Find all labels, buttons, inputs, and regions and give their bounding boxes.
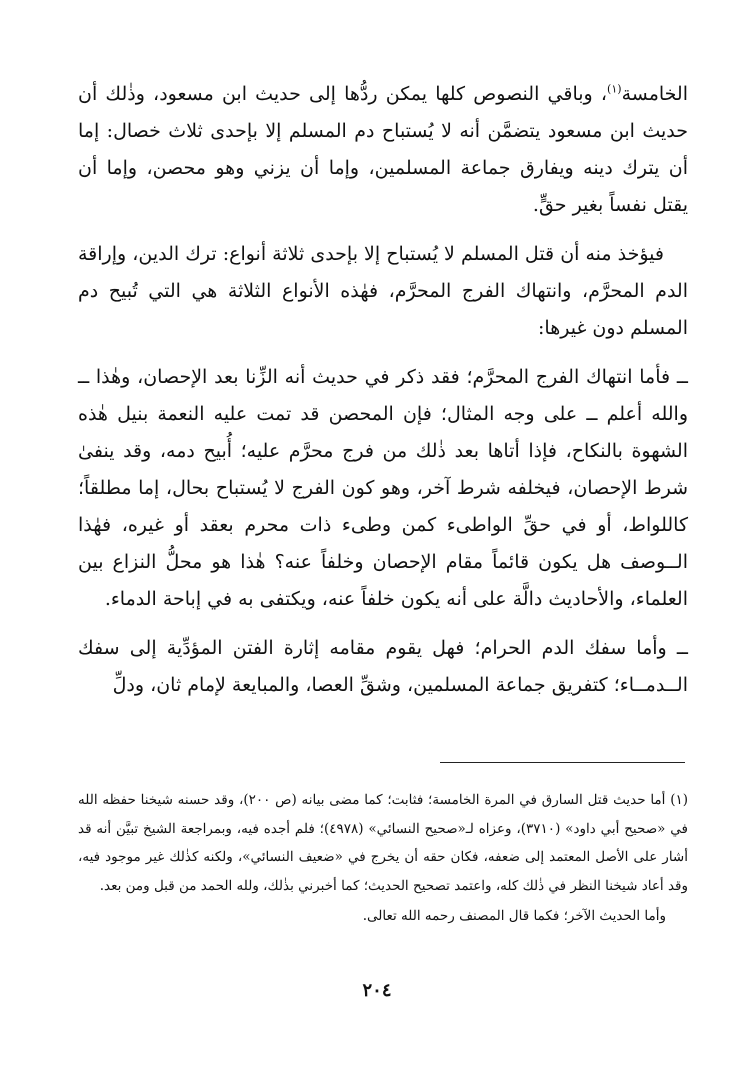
paragraph-1-rest: ، وباقي النصوص كلها يمكن ردُّها إلى حديث ابن مسعود، وذٰلك أن حديث ابن مسعود يتضمَّن أنه لا يُستباح دم المسلم إلا بإحدى ثلاث خصال: إما أن يترك دينه ويفارق جماعة المسلمين، وإما أن يزني وهو محصن، وإما أن يقتل نفساً بغير حقٍّ.: [78, 83, 688, 216]
paragraph-3: ــ فأما انتهاك الفرج المحرَّم؛ فقد ذكر في حديث أنه الزِّنا بعد الإحصان، وهٰذا ــ والله أعلم ــ على وجه المثال؛ فإن المحصن قد تمت عليه النعمة بنيل هٰذه الشهوة بالنكاح، فإذا أتاها بعد ذٰلك من فرج محرَّم عليه؛ أُبيح دمه، وقد ينفىٰ شرط الإحصان، فيخلفه شرط آخر، وهو كون الفرج لا يُستباح بحال، إما مطلقاً؛ كاللواط، أو في حقِّ الواطىء كمن وطىء ذات محرم بعقد أو غيره، فهٰذا الــوصف هل يكون قائماً مقام الإحصان وخلفاً عنه؟ هٰذا هو محلُّ النزاع بين العلماء، والأحاديث دالَّة على أنه يكون خلفاً عنه، ويكتفى به في إباحة الدماء.: [78, 366, 688, 610]
paragraph-4: ــ وأما سفك الدم الحرام؛ فهل يقوم مقامه إثارة الفتن المؤدِّية إلى سفك الــدمــاء؛ كتفريق جماعة المسلمين، وشقِّ العصا، والمبايعة لإمام ثان، ودلِّ: [78, 637, 688, 696]
footnote-1: (١) أما حديث قتل السارق في المرة الخامسة؛ فثابت؛ كما مضى بيانه (ص ٢٠٠)، وقد حسنه شيخنا حفظه الله في «صحيح أبي داود» (٣٧١٠)، وعزاه لـ«صحيح النسائي» (٤٩٧٨)؛ فلم أجده فيه، وبمراجعة الشيخ تبيَّن أنه قد أشار على الأصل المعتمد إلى ضعفه، فكان حقه أن يخرج في «ضعيف النسائي»، ولكنه كذٰلك غير موجود فيه، وقد أعاد شيخنا النظر في ذٰلك كله، واعتمد تصحيح الحديث؛ كما أخبرني بذٰلك، ولله الحمد من قبل ومن بعد.: [78, 792, 689, 894]
footnote-reference[interactable]: (١): [607, 82, 622, 96]
paragraph-1: [78, 76, 688, 224]
paragraph-2: فيؤخذ منه أن قتل المسلم لا يُستباح إلا بإحدى ثلاثة أنواع: ترك الدين، وإراقة الدم المحرَّم، وانتهاك الفرج المحرَّم، فهٰذه الأنواع الثلاثة هي التي تُبيح دم المسلم دون غيرها:: [78, 243, 688, 339]
footnote-1-continued: وأما الحديث الآخر؛ فكما قال المصنف رحمه الله تعالى.: [362, 908, 666, 924]
footnote-separator: [440, 762, 685, 763]
paragraph-1-start: الخامسة: [621, 83, 688, 105]
main-text: [78, 76, 688, 716]
footnotes: [78, 786, 688, 931]
page-number: ٢٠٤: [362, 980, 392, 1001]
